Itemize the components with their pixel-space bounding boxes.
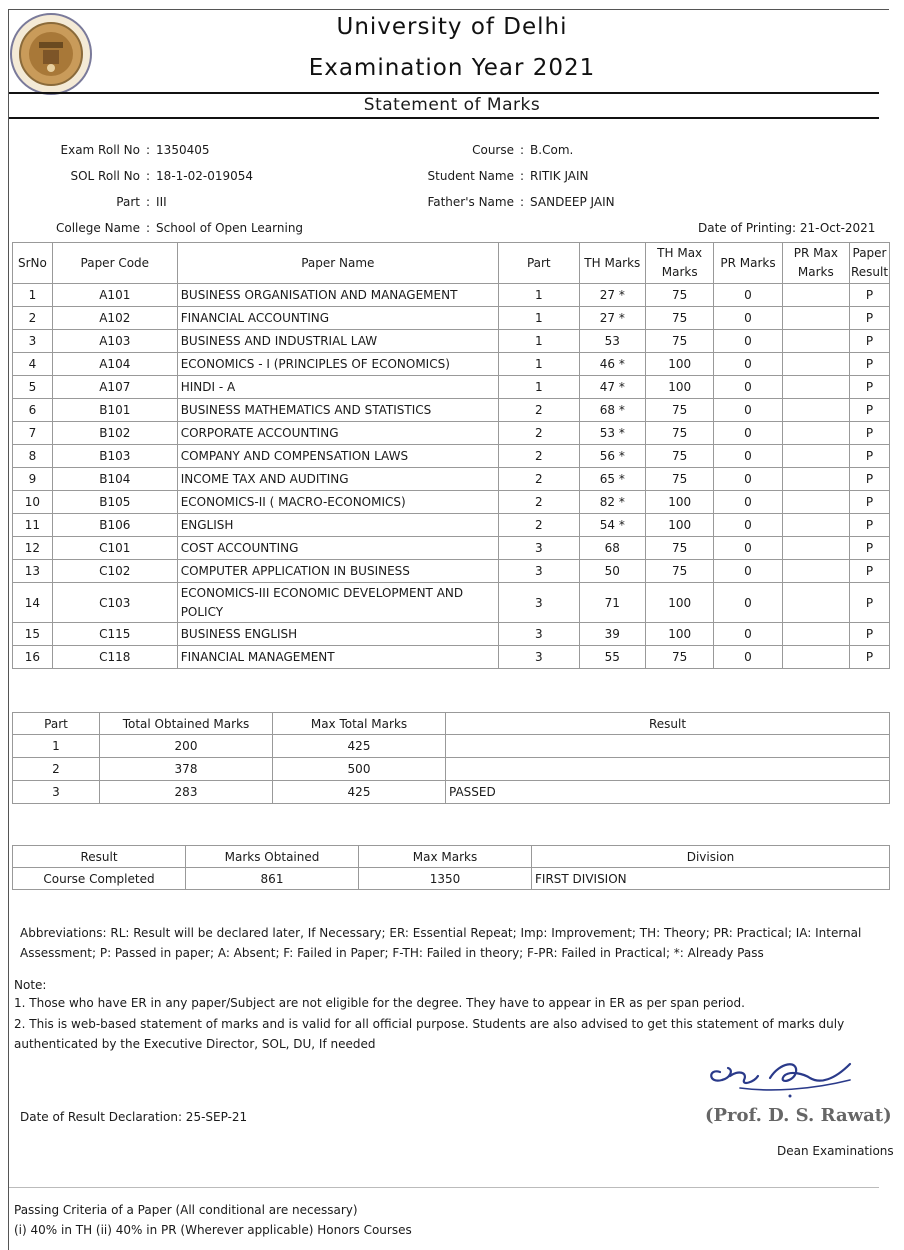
pr-max-cell (782, 623, 849, 646)
part-summary-header-row (13, 713, 890, 735)
th-marks-cell: 27 * (579, 307, 645, 330)
pr-marks-cell: 0 (714, 353, 782, 376)
pr-max-cell (782, 399, 849, 422)
abbreviations-line-1: Abbreviations: RL: Result will be declared later, If Necessary; ER: Essential Repeat; Imp: Improvement; TH: Theory; PR: Practical; IA: Internal (20, 926, 862, 940)
th-marks-cell: 65 * (579, 468, 645, 491)
course-label: Course (472, 143, 514, 157)
summary-max-cell: 425 (273, 781, 446, 804)
paper-code-cell: A102 (52, 307, 177, 330)
th-max-cell: 75 (646, 330, 714, 353)
part-cell: 1 (498, 330, 579, 353)
pr-marks-cell: 0 (714, 468, 782, 491)
pr-max-cell (782, 284, 849, 307)
table-row (13, 445, 890, 468)
overall-result-value: Course Completed (13, 868, 186, 890)
col-paper-result: Paper Result (850, 243, 890, 284)
exam-roll-row: Exam Roll No : 1350405 (30, 143, 210, 157)
part-cell: 1 (498, 307, 579, 330)
student-name-row: Student Name : RITIK JAIN (400, 169, 589, 183)
pr-marks-cell: 0 (714, 560, 782, 583)
pr-max-cell (782, 330, 849, 353)
overall-division-value: FIRST DIVISION (532, 868, 890, 890)
paper-result-cell: P (850, 353, 890, 376)
paper-code-cell: A107 (52, 376, 177, 399)
part-row: Part : III (30, 195, 167, 209)
th-marks-cell: 39 (579, 623, 645, 646)
pr-max-cell (782, 353, 849, 376)
marks-table (12, 242, 890, 669)
srno-cell: 9 (13, 468, 53, 491)
th-marks-cell: 68 * (579, 399, 645, 422)
srno-cell: 13 (13, 560, 53, 583)
paper-code-cell: C115 (52, 623, 177, 646)
th-max-cell: 75 (646, 468, 714, 491)
pr-marks-cell: 0 (714, 445, 782, 468)
col-pr-max: PR Max Marks (782, 243, 849, 284)
pr-marks-cell: 0 (714, 284, 782, 307)
th-marks-cell: 53 (579, 330, 645, 353)
pr-max-cell (782, 514, 849, 537)
pr-max-cell (782, 583, 849, 623)
paper-name-cell: COMPUTER APPLICATION IN BUSINESS (177, 560, 498, 583)
th-max-cell: 75 (646, 646, 714, 669)
th-max-cell: 75 (646, 445, 714, 468)
part-label: Part (116, 195, 140, 209)
table-row (13, 307, 890, 330)
table-row (13, 468, 890, 491)
summary-obtained-cell: 378 (100, 758, 273, 781)
paper-name-cell: BUSINESS ENGLISH (177, 623, 498, 646)
summary-obtained-cell: 283 (100, 781, 273, 804)
paper-code-cell: C101 (52, 537, 177, 560)
marks-header-row (13, 243, 890, 284)
paper-code-cell: B105 (52, 491, 177, 514)
table-row (13, 781, 890, 804)
th-max-cell: 100 (646, 514, 714, 537)
table-row (13, 560, 890, 583)
th-max-cell: 75 (646, 399, 714, 422)
srno-cell: 7 (13, 422, 53, 445)
th-max-cell: 75 (646, 284, 714, 307)
sol-roll-row: SOL Roll No : 18-1-02-019054 (30, 169, 253, 183)
th-marks-cell: 55 (579, 646, 645, 669)
th-max-cell: 100 (646, 353, 714, 376)
overall-obtained-value: 861 (186, 868, 359, 890)
col-paper-name: Paper Name (177, 243, 498, 284)
paper-name-cell: FINANCIAL MANAGEMENT (177, 646, 498, 669)
paper-name-cell: BUSINESS ORGANISATION AND MANAGEMENT (177, 284, 498, 307)
paper-result-cell: P (850, 560, 890, 583)
part-cell: 3 (498, 537, 579, 560)
part-cell: 3 (498, 583, 579, 623)
paper-code-cell: A103 (52, 330, 177, 353)
th-max-cell: 75 (646, 537, 714, 560)
part-cell: 1 (498, 284, 579, 307)
th-marks-cell: 46 * (579, 353, 645, 376)
table-row (13, 735, 890, 758)
note-1: 1. Those who have ER in any paper/Subject are not eligible for the degree. They have to appear in ER as per span period. (14, 996, 745, 1010)
college-label: College Name (56, 221, 140, 235)
note-title: Note: (14, 978, 47, 992)
part-cell: 2 (498, 399, 579, 422)
part-cell: 3 (498, 646, 579, 669)
srno-cell: 1 (13, 284, 53, 307)
paper-result-cell: P (850, 399, 890, 422)
srno-cell: 10 (13, 491, 53, 514)
col-th-marks: TH Marks (579, 243, 645, 284)
pr-max-cell (782, 646, 849, 669)
university-title: University of Delhi (336, 14, 568, 40)
paper-code-cell: B102 (52, 422, 177, 445)
srno-cell: 15 (13, 623, 53, 646)
pr-max-cell (782, 376, 849, 399)
paper-result-cell: P (850, 537, 890, 560)
th-marks-cell: 53 * (579, 422, 645, 445)
signature-image (700, 1050, 860, 1102)
th-marks-cell: 50 (579, 560, 645, 583)
srno-cell: 5 (13, 376, 53, 399)
paper-name-cell: ECONOMICS-II ( MACRO-ECONOMICS) (177, 491, 498, 514)
table-row (13, 284, 890, 307)
pr-marks-cell: 0 (714, 376, 782, 399)
paper-result-cell: P (850, 583, 890, 623)
th-max-cell: 75 (646, 307, 714, 330)
table-row (13, 583, 890, 623)
th-max-cell: 75 (646, 422, 714, 445)
paper-name-cell: HINDI - A (177, 376, 498, 399)
table-row (13, 646, 890, 669)
course-value: B.Com. (530, 143, 574, 157)
part-cell: 2 (498, 422, 579, 445)
result-declaration-date: Date of Result Declaration: 25-SEP-21 (20, 1110, 248, 1124)
abbreviations-line-2: Assessment; P: Passed in paper; A: Absent; F: Failed in Paper; F-TH: Failed in theory; F-PR: Failed in Practical; *: Already Pass (20, 946, 764, 960)
part-cell: 3 (498, 560, 579, 583)
college-row: College Name : School of Open Learning (30, 221, 303, 235)
overall-max-value: 1350 (359, 868, 532, 890)
table-row (13, 376, 890, 399)
part-cell: 2 (498, 514, 579, 537)
pr-marks-cell: 0 (714, 422, 782, 445)
part-cell: 2 (498, 445, 579, 468)
th-max-cell: 100 (646, 491, 714, 514)
paper-code-cell: A104 (52, 353, 177, 376)
table-row (13, 514, 890, 537)
part-cell: 1 (498, 353, 579, 376)
footer-divider (9, 1187, 879, 1188)
paper-result-cell: P (850, 284, 890, 307)
father-name-row: Father's Name : SANDEEP JAIN (400, 195, 615, 209)
th-marks-cell: 56 * (579, 445, 645, 468)
statement-title: Statement of Marks (363, 95, 541, 115)
sol-roll-label: SOL Roll No (70, 169, 140, 183)
summary-obtained-cell: 200 (100, 735, 273, 758)
srno-cell: 2 (13, 307, 53, 330)
srno-cell: 8 (13, 445, 53, 468)
th-max-cell: 75 (646, 560, 714, 583)
pr-marks-cell: 0 (714, 399, 782, 422)
col-overall-result: Result (13, 846, 186, 868)
overall-row (13, 868, 890, 890)
sol-roll-value: 18-1-02-019054 (156, 169, 254, 183)
th-marks-cell: 82 * (579, 491, 645, 514)
pr-max-cell (782, 445, 849, 468)
part-cell: 3 (498, 623, 579, 646)
paper-result-cell: P (850, 307, 890, 330)
paper-name-cell: CORPORATE ACCOUNTING (177, 422, 498, 445)
passing-criteria-line: (i) 40% in TH (ii) 40% in PR (Wherever applicable) Honors Courses (14, 1223, 412, 1237)
table-row (13, 491, 890, 514)
th-marks-cell: 71 (579, 583, 645, 623)
overall-header-row (13, 846, 890, 868)
signatory-title: Dean Examinations (777, 1144, 894, 1158)
statement-divider (9, 117, 879, 119)
pr-marks-cell: 0 (714, 307, 782, 330)
th-marks-cell: 27 * (579, 284, 645, 307)
srno-cell: 11 (13, 514, 53, 537)
pr-marks-cell: 0 (714, 491, 782, 514)
pr-max-cell (782, 491, 849, 514)
note-2a: 2. This is web-based statement of marks and is valid for all official purpose. Students are also advised to get this statement of marks duly (14, 1017, 845, 1031)
summary-result-cell (446, 758, 890, 781)
th-marks-cell: 68 (579, 537, 645, 560)
paper-result-cell: P (850, 514, 890, 537)
header-divider (9, 92, 879, 94)
pr-max-cell (782, 537, 849, 560)
th-marks-cell: 54 * (579, 514, 645, 537)
part-cell: 2 (498, 468, 579, 491)
part-summary-table (12, 712, 890, 804)
pr-marks-cell: 0 (714, 537, 782, 560)
paper-name-cell: INCOME TAX AND AUDITING (177, 468, 498, 491)
col-overall-division: Division (532, 846, 890, 868)
col-summary-obtained: Total Obtained Marks (100, 713, 273, 735)
paper-result-cell: P (850, 623, 890, 646)
pr-marks-cell: 0 (714, 330, 782, 353)
srno-cell: 4 (13, 353, 53, 376)
paper-result-cell: P (850, 422, 890, 445)
paper-code-cell: B106 (52, 514, 177, 537)
paper-code-cell: B101 (52, 399, 177, 422)
pr-marks-cell: 0 (714, 583, 782, 623)
summary-part-cell: 1 (13, 735, 100, 758)
th-max-cell: 100 (646, 583, 714, 623)
summary-max-cell: 500 (273, 758, 446, 781)
paper-code-cell: A101 (52, 284, 177, 307)
pr-max-cell (782, 307, 849, 330)
col-paper-code: Paper Code (52, 243, 177, 284)
part-value: III (156, 195, 167, 209)
father-name-value: SANDEEP JAIN (530, 195, 615, 209)
th-max-cell: 100 (646, 623, 714, 646)
pr-max-cell (782, 422, 849, 445)
pr-max-cell (782, 468, 849, 491)
pr-marks-cell: 0 (714, 514, 782, 537)
col-pr-marks: PR Marks (714, 243, 782, 284)
col-part: Part (498, 243, 579, 284)
paper-result-cell: P (850, 330, 890, 353)
paper-name-cell: COST ACCOUNTING (177, 537, 498, 560)
col-srno: SrNo (13, 243, 53, 284)
table-row (13, 422, 890, 445)
col-summary-result: Result (446, 713, 890, 735)
pr-marks-cell: 0 (714, 646, 782, 669)
exam-year-title: Examination Year 2021 (308, 55, 596, 81)
paper-name-cell: FINANCIAL ACCOUNTING (177, 307, 498, 330)
passing-criteria-title: Passing Criteria of a Paper (All conditional are necessary) (14, 1203, 358, 1217)
srno-cell: 3 (13, 330, 53, 353)
paper-name-cell: ENGLISH (177, 514, 498, 537)
paper-result-cell: P (850, 646, 890, 669)
col-summary-part: Part (13, 713, 100, 735)
paper-result-cell: P (850, 491, 890, 514)
student-name-label: Student Name (427, 169, 514, 183)
col-th-max: TH Max Marks (646, 243, 714, 284)
col-overall-max: Max Marks (359, 846, 532, 868)
paper-name-cell: COMPANY AND COMPENSATION LAWS (177, 445, 498, 468)
srno-cell: 16 (13, 646, 53, 669)
course-row: Course : B.Com. (400, 143, 573, 157)
college-value: School of Open Learning (156, 221, 304, 235)
paper-name-cell: BUSINESS AND INDUSTRIAL LAW (177, 330, 498, 353)
exam-roll-label: Exam Roll No (60, 143, 140, 157)
paper-result-cell: P (850, 445, 890, 468)
col-summary-max: Max Total Marks (273, 713, 446, 735)
table-row (13, 758, 890, 781)
exam-roll-value: 1350405 (156, 143, 210, 157)
part-cell: 2 (498, 491, 579, 514)
table-row (13, 353, 890, 376)
col-overall-obtained: Marks Obtained (186, 846, 359, 868)
paper-name-cell: ECONOMICS-III ECONOMIC DEVELOPMENT AND POLICY (177, 583, 498, 623)
paper-code-cell: C103 (52, 583, 177, 623)
summary-max-cell: 425 (273, 735, 446, 758)
student-name-value: RITIK JAIN (530, 169, 589, 183)
table-row (13, 537, 890, 560)
srno-cell: 6 (13, 399, 53, 422)
paper-code-cell: C102 (52, 560, 177, 583)
father-name-label: Father's Name (427, 195, 514, 209)
paper-code-cell: B103 (52, 445, 177, 468)
paper-result-cell: P (850, 376, 890, 399)
summary-part-cell: 3 (13, 781, 100, 804)
th-marks-cell: 47 * (579, 376, 645, 399)
srno-cell: 14 (13, 583, 53, 623)
note-2b: authenticated by the Executive Director, SOL, DU, If needed (14, 1037, 376, 1051)
paper-result-cell: P (850, 468, 890, 491)
table-row (13, 623, 890, 646)
pr-marks-cell: 0 (714, 623, 782, 646)
part-cell: 1 (498, 376, 579, 399)
print-date: Date of Printing: 21-Oct-2021 (698, 221, 876, 235)
table-row (13, 330, 890, 353)
paper-name-cell: BUSINESS MATHEMATICS AND STATISTICS (177, 399, 498, 422)
th-max-cell: 100 (646, 376, 714, 399)
paper-code-cell: C118 (52, 646, 177, 669)
summary-part-cell: 2 (13, 758, 100, 781)
summary-result-cell (446, 735, 890, 758)
summary-result-cell: PASSED (446, 781, 890, 804)
overall-result-table (12, 845, 890, 890)
srno-cell: 12 (13, 537, 53, 560)
paper-name-cell: ECONOMICS - I (PRINCIPLES OF ECONOMICS) (177, 353, 498, 376)
table-row (13, 399, 890, 422)
signatory-name: (Prof. D. S. Rawat) (705, 1105, 892, 1126)
pr-max-cell (782, 560, 849, 583)
paper-code-cell: B104 (52, 468, 177, 491)
